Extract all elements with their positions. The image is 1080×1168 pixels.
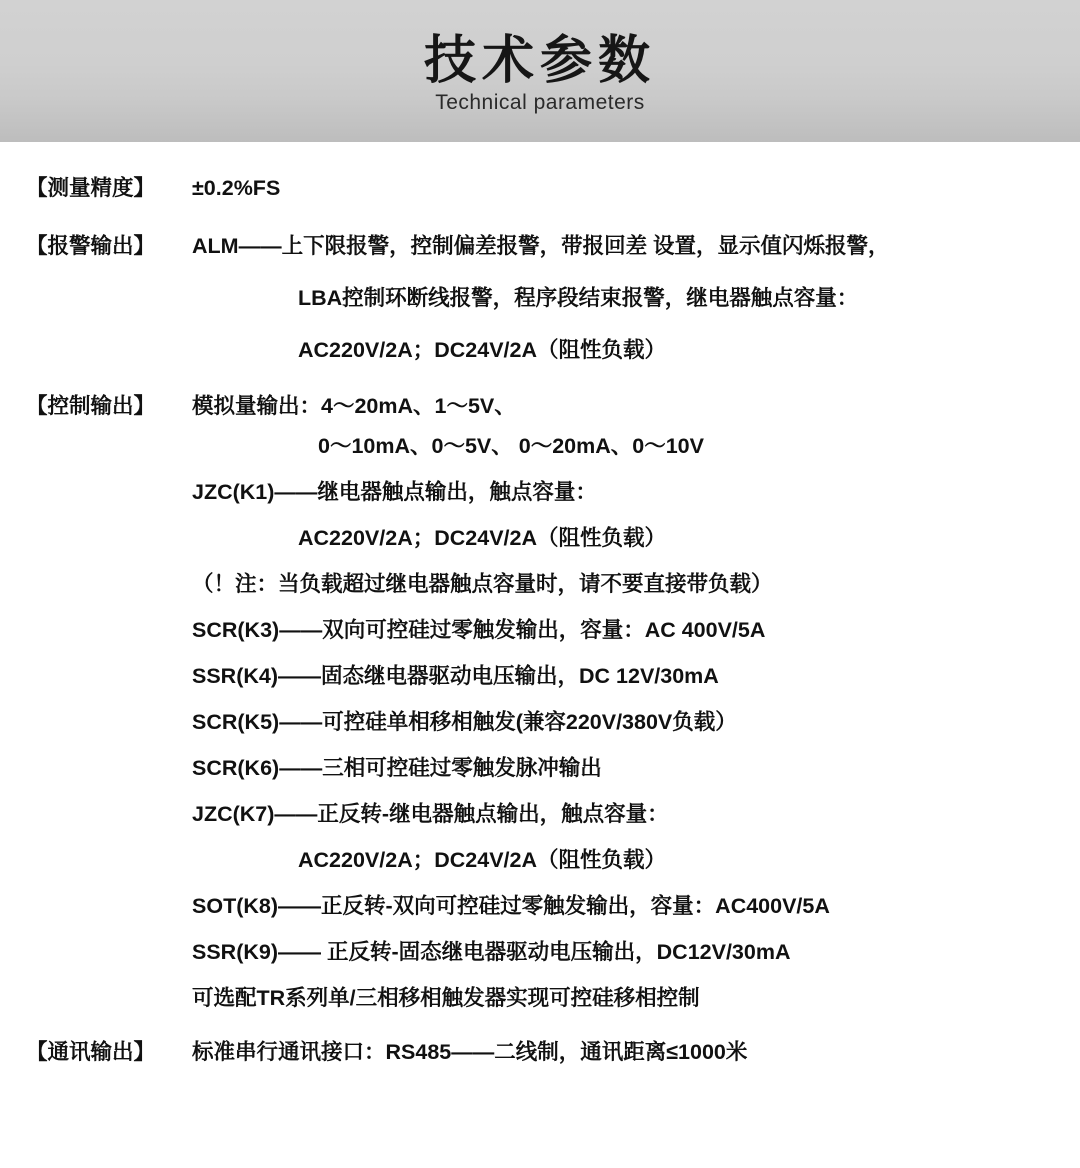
specifications-body <box>0 142 1080 1072</box>
spec-line: SOT(K8)——正反转-双向可控硅过零触发输出，容量：AC400V/5A <box>192 894 830 918</box>
spec-line: JZC(K1)——继电器触点输出，触点容量： <box>192 480 597 504</box>
spec-label-alarm-output: 【报警输出】 <box>26 234 156 258</box>
spec-line: JZC(K7)——正反转-继电器触点输出，触点容量： <box>192 802 669 826</box>
page-title: 技术参数 <box>423 31 656 90</box>
spec-line: SCR(K6)——三相可控硅过零触发脉冲输出 <box>192 756 602 780</box>
spec-line: 模拟量输出：4～20mA、1～5V、 <box>192 394 516 418</box>
spec-values-measurement-accuracy <box>178 168 1080 208</box>
spec-row-measurement-accuracy <box>0 168 1080 208</box>
page-subtitle: Technical parameters <box>435 91 645 115</box>
spec-row-control-output <box>0 386 1080 1024</box>
spec-line: SSR(K9)—— 正反转-固态继电器驱动电压输出，DC12V/30mA <box>192 940 791 964</box>
spec-values-communication-output <box>178 1032 1080 1072</box>
spec-line: （！注：当负载超过继电器触点容量时，请不要直接带负载） <box>192 572 773 596</box>
spec-row-communication-output <box>0 1032 1080 1072</box>
spec-line: 可选配TR系列单/三相移相触发器实现可控硅移相控制 <box>192 986 700 1010</box>
spec-values-control-output <box>178 386 1080 1024</box>
spec-line: ±0.2%FS <box>192 176 281 200</box>
spec-line: SCR(K3)——双向可控硅过零触发输出，容量：AC 400V/5A <box>192 618 766 642</box>
spec-label-control-output: 【控制输出】 <box>26 394 156 418</box>
page-header-banner <box>0 0 1080 142</box>
spec-label-communication-output: 【通讯输出】 <box>26 1040 156 1064</box>
spec-line: 标准串行通讯接口：RS485——二线制，通讯距离≤1000米 <box>192 1040 748 1064</box>
spec-line: 0～10mA、0～5V、 0～20mA、0～10V <box>318 434 704 458</box>
spec-line: SSR(K4)——固态继电器驱动电压输出，DC 12V/30mA <box>192 664 719 688</box>
spec-label-measurement-accuracy: 【测量精度】 <box>26 176 156 200</box>
spec-line: LBA控制环断线报警，程序段结束报警，继电器触点容量： <box>298 286 859 310</box>
spec-line: AC220V/2A；DC24V/2A（阻性负载） <box>298 338 666 362</box>
spec-values-alarm-output <box>178 226 1080 376</box>
spec-line: ALM——上下限报警，控制偏差报警，带报回差 设置，显示值闪烁报警， <box>192 234 890 258</box>
spec-row-alarm-output <box>0 226 1080 376</box>
spec-line: AC220V/2A；DC24V/2A（阻性负载） <box>298 526 666 550</box>
spec-line: AC220V/2A；DC24V/2A（阻性负载） <box>298 848 666 872</box>
spec-line: SCR(K5)——可控硅单相移相触发(兼容220V/380V负载） <box>192 710 737 734</box>
